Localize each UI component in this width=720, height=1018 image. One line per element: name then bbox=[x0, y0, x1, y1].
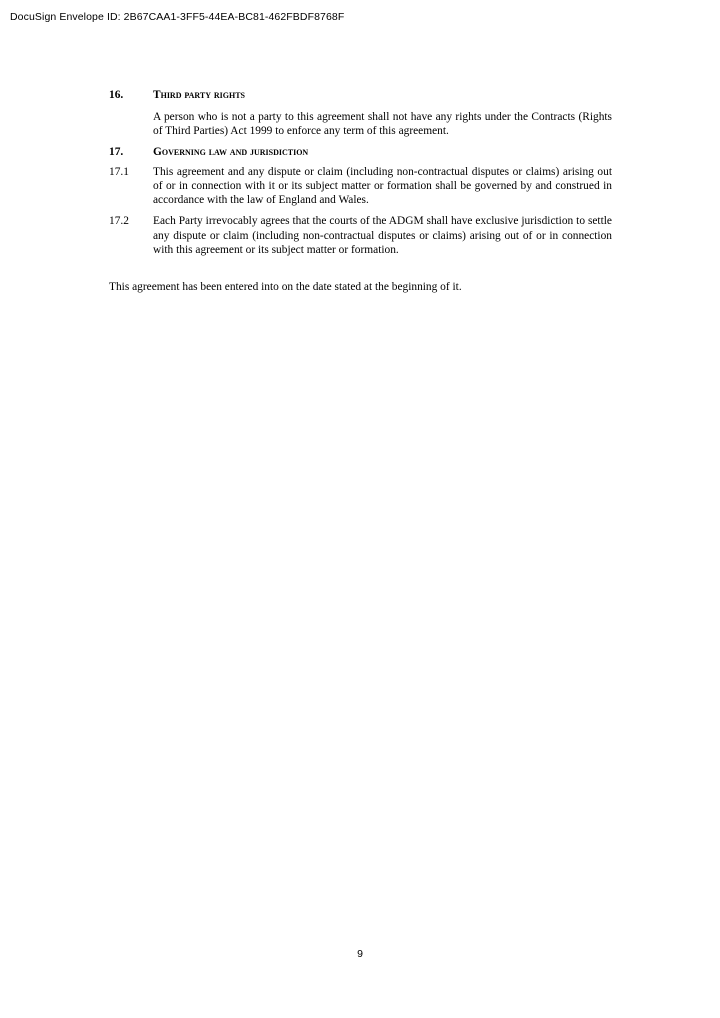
section-17-title: Governing law and jurisdiction bbox=[153, 145, 309, 158]
clause-17-2 bbox=[109, 214, 612, 257]
section-16-heading bbox=[109, 88, 612, 102]
section-16-number: 16. bbox=[109, 89, 124, 101]
clause-17-1 bbox=[109, 165, 612, 208]
clause-17-1-text: This agreement and any dispute or claim (including non-contractual disputes or claims) arising out of or in connection with it or its subject matter or formation shall be governed by and construed in accordance with the law of England and Wales. bbox=[153, 165, 612, 207]
clause-17-2-text: Each Party irrevocably agrees that the courts of the ADGM shall have exclusive jurisdiction to settle any dispute or claim (including non-contractual disputes or claims) arising out of or in connection with this agreement or its subject matter or formation. bbox=[153, 215, 612, 256]
section-16-paragraph: A person who is not a party to this agreement shall not have any rights under the Contracts (Rights of Third Parties) Act 1999 to enforce any term of this agreement. bbox=[153, 111, 612, 138]
section-17-heading bbox=[109, 145, 612, 159]
document-body bbox=[109, 88, 612, 294]
section-17-number: 17. bbox=[109, 145, 124, 158]
page-number: 9 bbox=[357, 948, 363, 960]
closing-statement: This agreement has been entered into on the date stated at the beginning of it. bbox=[109, 281, 462, 294]
clause-17-2-number: 17.2 bbox=[109, 215, 129, 228]
clause-17-1-number: 17.1 bbox=[109, 165, 129, 178]
docusign-envelope-id: DocuSign Envelope ID: 2B67CAA1-3FF5-44EA-BC81-462FBDF8768F bbox=[10, 11, 345, 23]
section-16-title: Third party rights bbox=[153, 89, 245, 101]
